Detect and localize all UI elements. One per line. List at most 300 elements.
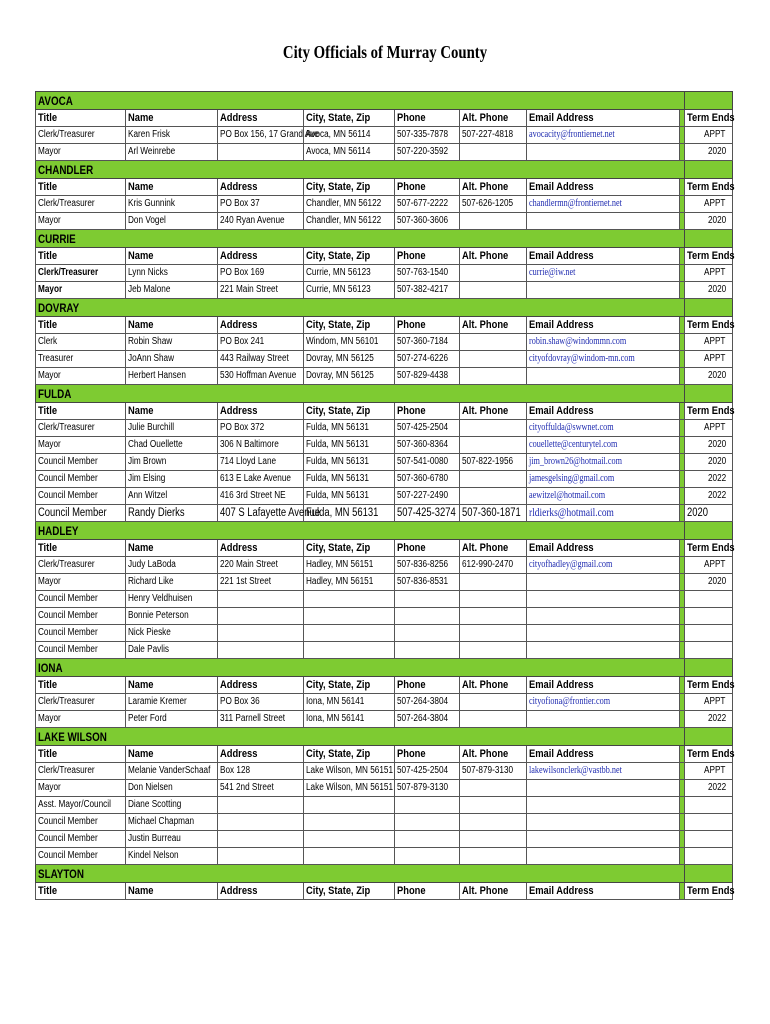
phone-cell-text: 507-274-6226 <box>397 353 449 364</box>
header-phone <box>395 248 460 265</box>
email-cell <box>527 642 680 659</box>
alt-phone-cell <box>460 574 527 591</box>
city-state-zip-cell <box>304 351 395 368</box>
table-row <box>36 625 733 642</box>
header-city-state-zip-text: City, State, Zip <box>306 319 371 331</box>
table-row <box>36 591 733 608</box>
header-name <box>126 883 218 900</box>
alt-phone-cell-text: 612-990-2470 <box>462 559 514 570</box>
name-cell-text: Chad Ouellette <box>128 439 183 450</box>
email-cell-text[interactable]: avocacity@frontiernet.net <box>529 129 615 140</box>
city-state-zip-cell-text: Fulda, MN 56131 <box>306 439 369 450</box>
address-cell <box>218 608 304 625</box>
term-ends-cell-text: 2020 <box>707 146 727 157</box>
header-term-ends <box>685 403 733 420</box>
term-ends-cell <box>685 625 733 642</box>
address-cell <box>218 144 304 161</box>
title-cell-text: Council Member <box>38 456 98 467</box>
header-title-text: Title <box>38 112 58 124</box>
header-city-state-zip-text: City, State, Zip <box>306 885 371 897</box>
title-cell <box>36 780 126 797</box>
title-cell <box>36 471 126 488</box>
title-cell-text: Council Member <box>38 627 98 638</box>
header-term-ends-text: Term Ends <box>687 319 735 331</box>
address-cell <box>218 814 304 831</box>
term-ends-cell-text: APPT <box>703 696 726 707</box>
phone-cell-text: 507-360-6780 <box>397 473 449 484</box>
name-cell <box>126 471 218 488</box>
header-title-text: Title <box>38 748 58 760</box>
term-ends-cell <box>685 814 733 831</box>
name-cell-text: Justin Burreau <box>128 833 181 844</box>
phone-cell <box>395 368 460 385</box>
term-ends-cell <box>685 420 733 437</box>
address-cell-text: PO Box 169 <box>220 267 265 278</box>
alt-phone-cell-text: 507-227-4818 <box>462 129 514 140</box>
name-cell-text: Don Vogel <box>128 215 166 226</box>
header-city-state-zip <box>304 179 395 196</box>
phone-cell <box>395 642 460 659</box>
header-city-state-zip <box>304 248 395 265</box>
name-cell <box>126 625 218 642</box>
header-phone <box>395 179 460 196</box>
phone-cell <box>395 488 460 505</box>
header-alt-phone <box>460 540 527 557</box>
alt-phone-cell <box>460 334 527 351</box>
city-section-dovray <box>36 299 733 317</box>
header-title-text: Title <box>38 250 58 262</box>
email-cell <box>527 454 680 471</box>
term-ends-cell-text: 2020 <box>707 576 727 587</box>
officials-grid <box>35 91 733 900</box>
table-row <box>36 196 733 213</box>
title-cell-text: Mayor <box>38 713 61 724</box>
alt-phone-cell <box>460 213 527 230</box>
phone-cell <box>395 454 460 471</box>
name-cell <box>126 127 218 144</box>
email-cell <box>527 711 680 728</box>
term-ends-cell-text: 2020 <box>707 284 727 295</box>
title-cell <box>36 763 126 780</box>
term-ends-cell <box>685 471 733 488</box>
city-name <box>36 385 685 403</box>
header-email-text: Email Address <box>529 748 594 760</box>
title-cell-text: Council Member <box>38 490 98 501</box>
term-ends-cell-text: 2022 <box>707 713 727 724</box>
table-row <box>36 711 733 728</box>
title-cell <box>36 574 126 591</box>
term-ends-cell-text: APPT <box>703 559 726 570</box>
title-cell-text: Council Member <box>38 473 98 484</box>
header-alt-phone <box>460 248 527 265</box>
title-cell <box>36 591 126 608</box>
header-email <box>527 883 680 900</box>
city-state-zip-cell-text: Hadley, MN 56151 <box>306 576 374 587</box>
name-cell <box>126 265 218 282</box>
name-cell <box>126 591 218 608</box>
header-term-ends-text: Term Ends <box>687 679 735 691</box>
alt-phone-cell <box>460 814 527 831</box>
header-address <box>218 677 304 694</box>
phone-cell-text: 507-227-2490 <box>397 490 449 501</box>
address-cell-text: 416 3rd Street NE <box>220 490 286 501</box>
term-ends-cell <box>685 488 733 505</box>
header-phone-text: Phone <box>397 679 426 691</box>
email-cell-text[interactable]: couellette@centurytel.com <box>529 439 618 450</box>
header-name <box>126 110 218 127</box>
header-phone-text: Phone <box>397 250 426 262</box>
city-name-text: LAKE WILSON <box>38 729 107 744</box>
header-alt-phone-text: Alt. Phone <box>462 748 509 760</box>
email-cell-text[interactable]: jim_brown26@hotmail.com <box>529 456 622 467</box>
alt-phone-cell <box>460 265 527 282</box>
email-cell-text[interactable]: cityofiona@frontier.com <box>529 696 611 707</box>
header-address <box>218 883 304 900</box>
title-cell <box>36 711 126 728</box>
table-row <box>36 694 733 711</box>
email-cell <box>527 437 680 454</box>
address-cell-text: 530 Hoffman Avenue <box>220 370 297 381</box>
header-address <box>218 317 304 334</box>
header-email-text: Email Address <box>529 405 594 417</box>
header-row <box>36 248 733 265</box>
city-row-end <box>685 522 733 540</box>
address-cell-text: 714 Lloyd Lane <box>220 456 277 467</box>
city-row-end <box>685 230 733 248</box>
alt-phone-cell-text: 507-360-1871 <box>462 507 521 519</box>
title-cell <box>36 213 126 230</box>
city-state-zip-cell <box>304 711 395 728</box>
header-alt-phone <box>460 883 527 900</box>
header-row <box>36 179 733 196</box>
city-state-zip-cell <box>304 814 395 831</box>
name-cell-text: Julie Burchill <box>128 422 175 433</box>
city-row-end <box>685 299 733 317</box>
title-cell <box>36 625 126 642</box>
address-cell-text: PO Box 37 <box>220 198 260 209</box>
alt-phone-cell <box>460 591 527 608</box>
term-ends-cell <box>685 213 733 230</box>
header-title-text: Title <box>38 679 58 691</box>
city-row-end <box>685 385 733 403</box>
city-state-zip-cell-text: Fulda, MN 56131 <box>306 473 369 484</box>
term-ends-cell <box>685 591 733 608</box>
header-alt-phone <box>460 317 527 334</box>
phone-cell-text: 507-335-7878 <box>397 129 449 140</box>
address-cell <box>218 471 304 488</box>
name-cell <box>126 144 218 161</box>
city-state-zip-cell <box>304 454 395 471</box>
term-ends-cell <box>685 574 733 591</box>
table-row <box>36 127 733 144</box>
title-cell-text: Council Member <box>38 816 98 827</box>
email-cell-text[interactable]: currie@iw.net <box>529 267 576 278</box>
table-row <box>36 437 733 454</box>
title-cell <box>36 557 126 574</box>
address-cell <box>218 334 304 351</box>
term-ends-cell <box>685 334 733 351</box>
phone-cell <box>395 831 460 848</box>
phone-cell <box>395 471 460 488</box>
email-cell <box>527 505 680 522</box>
table-row <box>36 557 733 574</box>
city-state-zip-cell <box>304 437 395 454</box>
name-cell <box>126 505 218 522</box>
title-cell <box>36 282 126 299</box>
email-cell <box>527 420 680 437</box>
table-row <box>36 797 733 814</box>
city-state-zip-cell-text: Fulda, MN 56131 <box>306 456 369 467</box>
name-cell <box>126 351 218 368</box>
city-state-zip-cell-text: Dovray, MN 56125 <box>306 370 374 381</box>
email-cell <box>527 780 680 797</box>
header-address-text: Address <box>220 679 258 691</box>
phone-cell-text: 507-763-1540 <box>397 267 449 278</box>
header-email-text: Email Address <box>529 319 594 331</box>
term-ends-cell <box>685 797 733 814</box>
header-term-ends-text: Term Ends <box>687 405 735 417</box>
term-ends-cell-text: 2020 <box>707 215 727 226</box>
alt-phone-cell <box>460 471 527 488</box>
city-section-lake-wilson <box>36 728 733 746</box>
header-address-text: Address <box>220 250 258 262</box>
email-cell-text[interactable]: chandlermn@frontiernet.net <box>529 198 622 209</box>
header-term-ends <box>685 179 733 196</box>
city-state-zip-cell <box>304 763 395 780</box>
address-cell-text: 407 S Lafayette Avenue <box>220 507 320 519</box>
name-cell <box>126 574 218 591</box>
header-phone-text: Phone <box>397 181 426 193</box>
name-cell <box>126 694 218 711</box>
header-address <box>218 746 304 763</box>
header-email <box>527 403 680 420</box>
header-term-ends <box>685 110 733 127</box>
phone-cell-text: 507-360-8364 <box>397 439 449 450</box>
phone-cell-text: 507-264-3804 <box>397 713 449 724</box>
city-state-zip-cell-text: Avoca, MN 56114 <box>306 129 371 140</box>
alt-phone-cell <box>460 437 527 454</box>
alt-phone-cell <box>460 368 527 385</box>
title-cell-text: Clerk/Treasurer <box>38 696 95 707</box>
email-cell-text[interactable]: cityoffulda@swwnet.com <box>529 422 614 433</box>
name-cell-text: Kris Gunnink <box>128 198 175 209</box>
header-alt-phone <box>460 677 527 694</box>
name-cell <box>126 334 218 351</box>
header-alt-phone-text: Alt. Phone <box>462 250 509 262</box>
phone-cell <box>395 797 460 814</box>
name-cell-text: Ann Witzel <box>128 490 168 501</box>
email-cell-text[interactable]: rldierks@hotmail.com <box>529 507 614 519</box>
header-phone <box>395 317 460 334</box>
table-row <box>36 420 733 437</box>
header-address-text: Address <box>220 885 258 897</box>
city-state-zip-cell <box>304 420 395 437</box>
phone-cell <box>395 591 460 608</box>
name-cell <box>126 437 218 454</box>
header-city-state-zip <box>304 317 395 334</box>
header-title <box>36 248 126 265</box>
table-row <box>36 454 733 471</box>
term-ends-cell-text: APPT <box>703 765 726 776</box>
name-cell-text: Michael Chapman <box>128 816 195 827</box>
address-cell-text: 221 Main Street <box>220 284 278 295</box>
address-cell <box>218 437 304 454</box>
phone-cell <box>395 711 460 728</box>
header-name <box>126 403 218 420</box>
name-cell <box>126 282 218 299</box>
email-cell <box>527 591 680 608</box>
title-cell-text: Mayor <box>38 284 63 295</box>
address-cell <box>218 625 304 642</box>
name-cell-text: Randy Dierks <box>128 507 185 519</box>
address-cell-text: 311 Parnell Street <box>220 713 286 724</box>
city-state-zip-cell-text: Iona, MN 56141 <box>306 696 365 707</box>
name-cell-text: Jim Brown <box>128 456 167 467</box>
email-cell-text[interactable]: cityofhadley@gmail.com <box>529 559 613 570</box>
header-address-text: Address <box>220 112 258 124</box>
header-city-state-zip <box>304 677 395 694</box>
header-alt-phone-text: Alt. Phone <box>462 542 509 554</box>
header-address <box>218 179 304 196</box>
email-cell <box>527 334 680 351</box>
title-cell <box>36 334 126 351</box>
phone-cell <box>395 334 460 351</box>
header-name <box>126 540 218 557</box>
city-state-zip-cell <box>304 471 395 488</box>
term-ends-cell-text: 2020 <box>707 456 727 467</box>
city-state-zip-cell <box>304 196 395 213</box>
phone-cell-text: 507-425-3274 <box>397 507 456 519</box>
city-state-zip-cell-text: Fulda, MN 56131 <box>306 422 369 433</box>
email-cell-text[interactable]: cityofdovray@windom-mn.com <box>529 353 635 364</box>
header-city-state-zip-text: City, State, Zip <box>306 679 371 691</box>
header-alt-phone <box>460 746 527 763</box>
city-section-iona <box>36 659 733 677</box>
term-ends-cell <box>685 282 733 299</box>
name-cell-text: Judy LaBoda <box>128 559 176 570</box>
city-state-zip-cell-text: Currie, MN 56123 <box>306 284 371 295</box>
alt-phone-cell-text: 507-879-3130 <box>462 765 514 776</box>
city-section-slayton <box>36 865 733 883</box>
header-address-text: Address <box>220 405 258 417</box>
header-row <box>36 540 733 557</box>
title-cell <box>36 848 126 865</box>
header-address <box>218 248 304 265</box>
city-name <box>36 865 685 883</box>
email-cell-text[interactable]: jamesgelsing@gmail.com <box>529 473 615 484</box>
city-section-chandler <box>36 161 733 179</box>
table-row <box>36 368 733 385</box>
header-city-state-zip <box>304 540 395 557</box>
table-row <box>36 351 733 368</box>
title-cell-text: Clerk/Treasurer <box>38 559 95 570</box>
city-state-zip-cell <box>304 557 395 574</box>
address-cell <box>218 505 320 522</box>
header-name-text: Name <box>128 542 154 554</box>
table-row <box>36 831 733 848</box>
header-phone <box>395 403 460 420</box>
city-name-text: SLAYTON <box>38 866 84 881</box>
term-ends-cell-text: 2020 <box>707 370 727 381</box>
table-row <box>36 213 733 230</box>
name-cell <box>126 831 218 848</box>
title-cell-text: Council Member <box>38 850 98 861</box>
alt-phone-cell-text: 507-626-1205 <box>462 198 514 209</box>
header-email <box>527 317 680 334</box>
address-cell <box>218 454 304 471</box>
city-row-end <box>685 161 733 179</box>
name-cell-text: Jim Elsing <box>128 473 166 484</box>
header-alt-phone-text: Alt. Phone <box>462 181 509 193</box>
address-cell-text: 443 Railway Street <box>220 353 289 364</box>
email-cell <box>527 848 680 865</box>
header-email-text: Email Address <box>529 542 594 554</box>
email-cell <box>527 574 680 591</box>
header-email <box>527 179 680 196</box>
address-cell-text: PO Box 372 <box>220 422 265 433</box>
email-cell-text[interactable]: aewitzel@hotmail.com <box>529 490 606 501</box>
header-phone-text: Phone <box>397 748 426 760</box>
name-cell-text: Melanie VanderSchaaf <box>128 765 211 776</box>
term-ends-cell-text: APPT <box>703 353 726 364</box>
table-row <box>36 780 733 797</box>
header-term-ends-text: Term Ends <box>687 112 735 124</box>
address-cell <box>218 831 304 848</box>
header-phone <box>395 883 460 900</box>
address-cell <box>218 711 304 728</box>
term-ends-cell-text: APPT <box>703 129 726 140</box>
city-state-zip-cell <box>304 625 395 642</box>
officials-table <box>35 91 735 900</box>
header-address-text: Address <box>220 181 258 193</box>
term-ends-cell <box>685 557 733 574</box>
phone-cell-text: 507-360-3606 <box>397 215 449 226</box>
alt-phone-cell <box>460 505 527 522</box>
address-cell <box>218 780 304 797</box>
title-cell <box>36 694 126 711</box>
address-cell-text: PO Box 36 <box>220 696 260 707</box>
title-cell <box>36 265 126 282</box>
header-title <box>36 746 126 763</box>
header-term-ends-text: Term Ends <box>687 542 735 554</box>
term-ends-cell <box>685 831 733 848</box>
email-cell-text[interactable]: lakewilsonclerk@vastbb.net <box>529 765 622 776</box>
header-address <box>218 403 304 420</box>
phone-cell-text: 507-425-2504 <box>397 765 449 776</box>
term-ends-cell <box>685 454 733 471</box>
address-cell-text: 240 Ryan Avenue <box>220 215 285 226</box>
name-cell-text: Henry Veldhuisen <box>128 593 193 604</box>
header-alt-phone <box>460 179 527 196</box>
city-state-zip-cell-text: Lake Wilson, MN 56151 <box>306 765 394 776</box>
table-row <box>36 763 733 780</box>
term-ends-cell-text: 2020 <box>687 507 709 519</box>
alt-phone-cell <box>460 488 527 505</box>
city-state-zip-cell <box>304 144 395 161</box>
table-row <box>36 574 733 591</box>
phone-cell <box>395 694 460 711</box>
email-cell <box>527 608 680 625</box>
phone-cell <box>395 196 460 213</box>
title-cell-text: Clerk <box>38 336 58 347</box>
name-cell-text: Don Nielsen <box>128 782 173 793</box>
email-cell-text[interactable]: robin.shaw@windommn.com <box>529 336 627 347</box>
header-title-text: Title <box>38 405 58 417</box>
term-ends-cell <box>685 144 733 161</box>
title-cell <box>36 831 126 848</box>
address-cell-text: Box 128 <box>220 765 251 776</box>
term-ends-cell <box>685 505 733 522</box>
